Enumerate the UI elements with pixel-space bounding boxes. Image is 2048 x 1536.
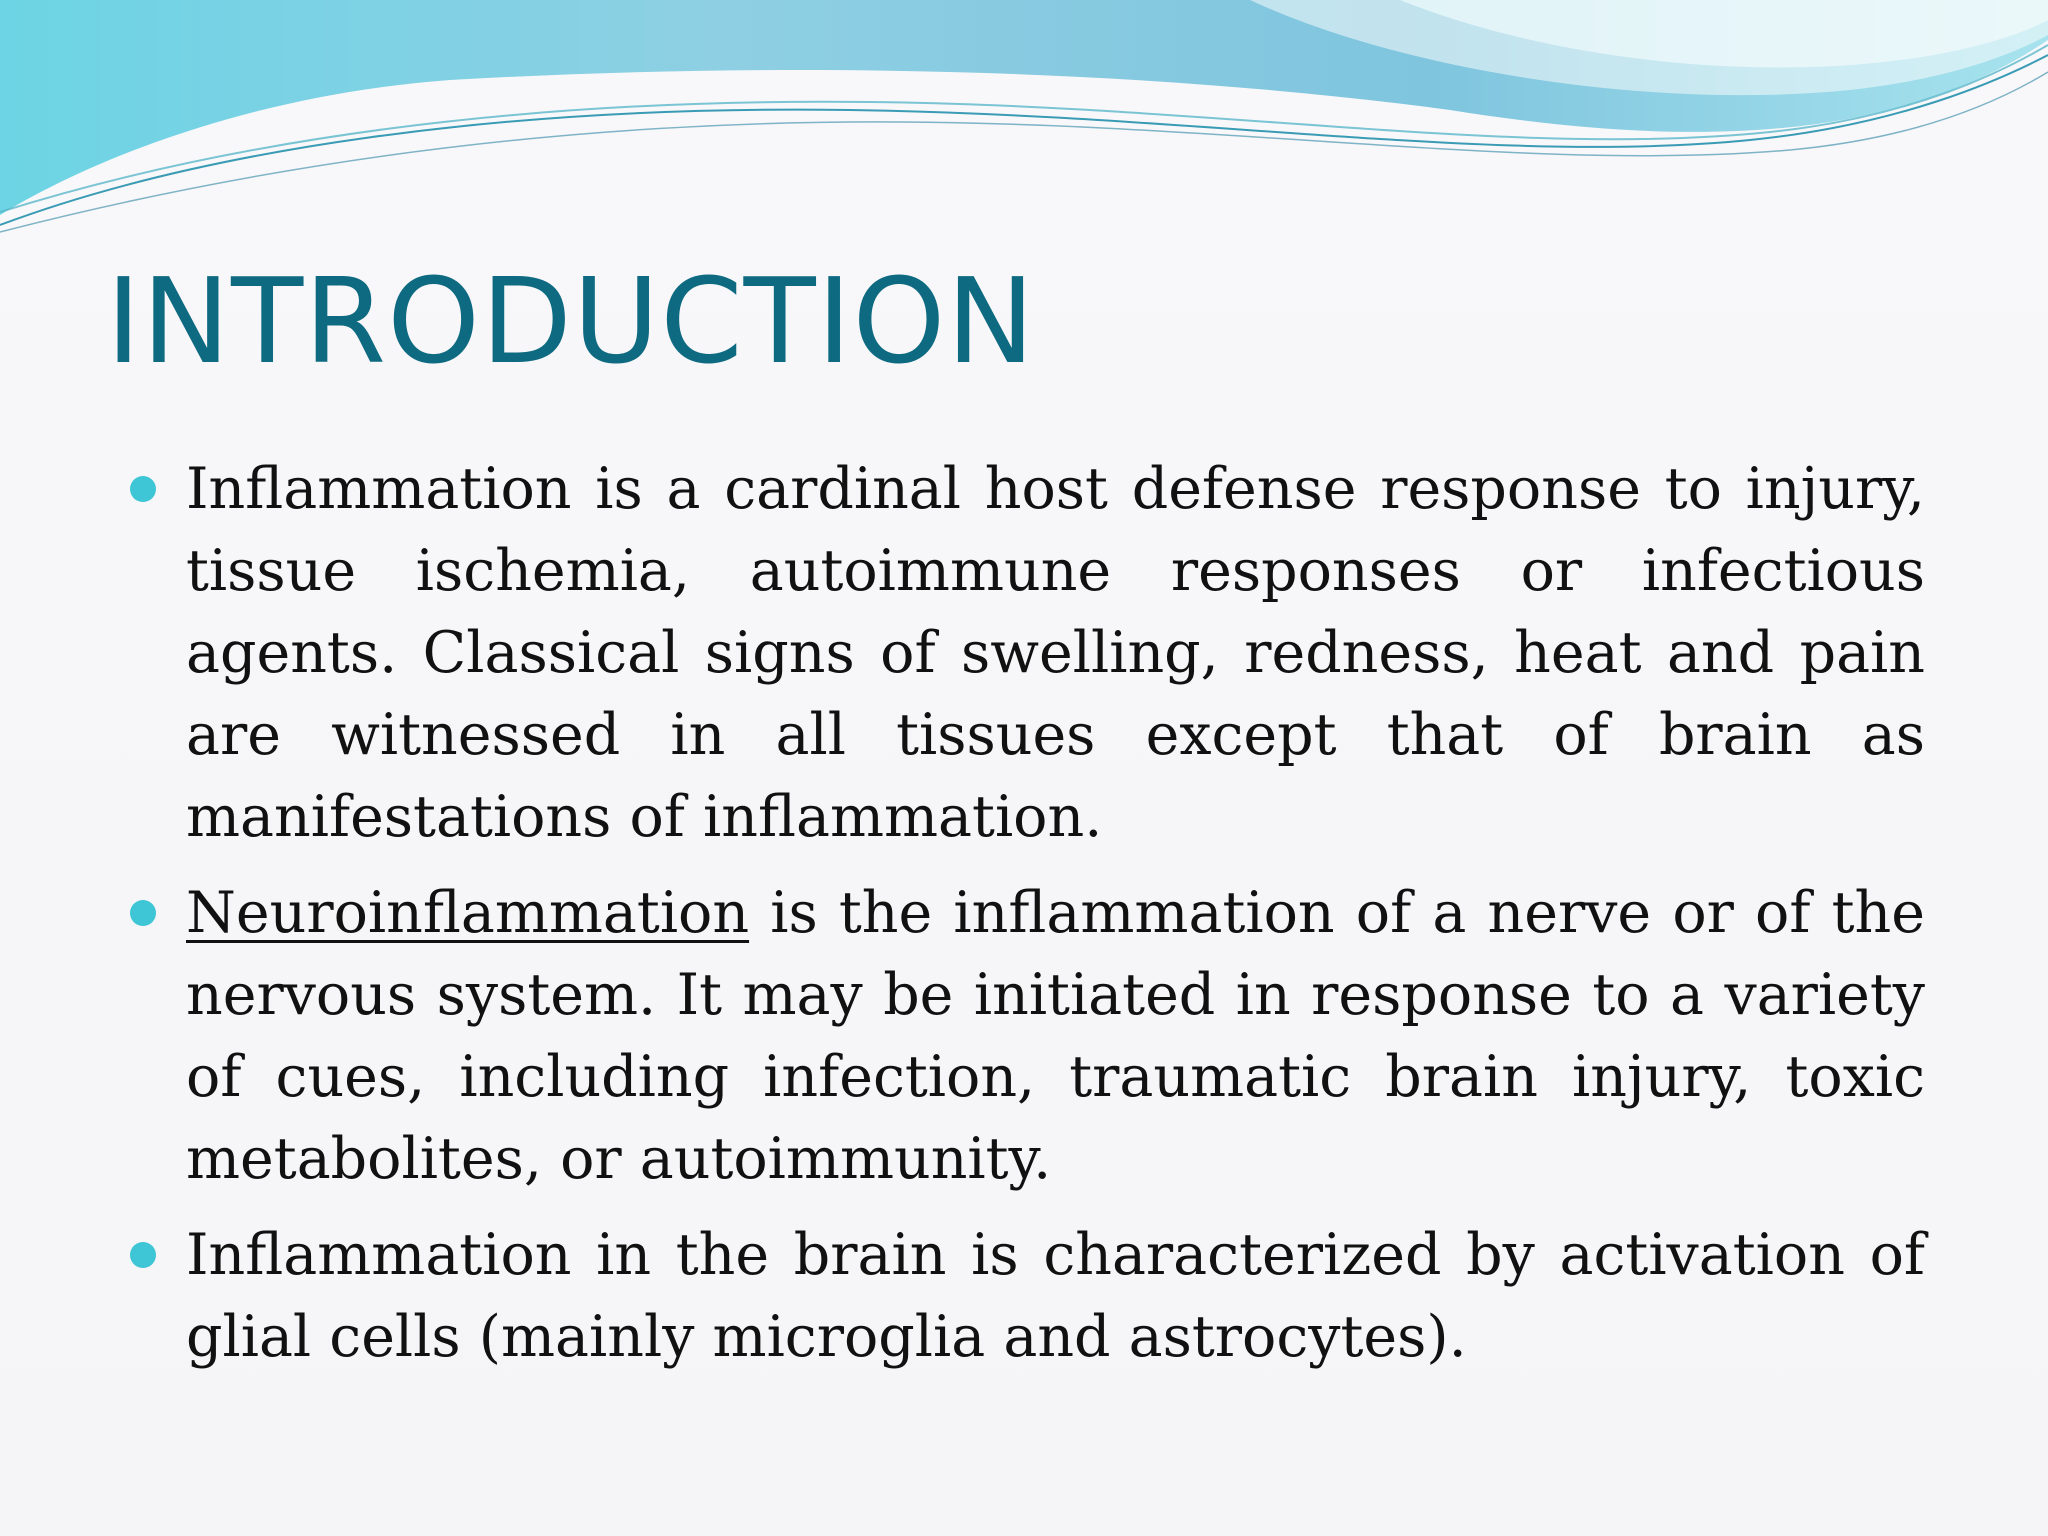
bullet-dot-icon <box>130 1242 156 1268</box>
slide-title: INTRODUCTION <box>106 252 1036 390</box>
bullet-text: Inflammation is a cardinal host defense response to injury, tissue ischemia, autoimmune responses or infectious agents. Classical signs of swelling, redness, heat and pain are witnessed in all tissues except that of brain as manifestations of inflammation. <box>186 456 1925 850</box>
bullet-list <box>130 448 1925 1392</box>
bullet-text: Inflammation in the brain is characterized by activation of glial cells (mainly microglia and astrocytes). <box>186 1222 1925 1370</box>
bullet-item <box>130 872 1925 1200</box>
bullet-dot-icon <box>130 900 156 926</box>
bullet-term: Neuroinflammation <box>186 880 750 946</box>
header-wave-decoration <box>0 0 2048 240</box>
bullet-item <box>130 448 1925 858</box>
bullet-text: is the inflammation of a nerve or of the nervous system. It may be initiated in response to a variety of cues, including infection, traumatic brain injury, toxic metabolites, or autoimmunity. <box>186 880 1925 1192</box>
bullet-item <box>130 1214 1925 1378</box>
bullet-dot-icon <box>130 476 156 502</box>
